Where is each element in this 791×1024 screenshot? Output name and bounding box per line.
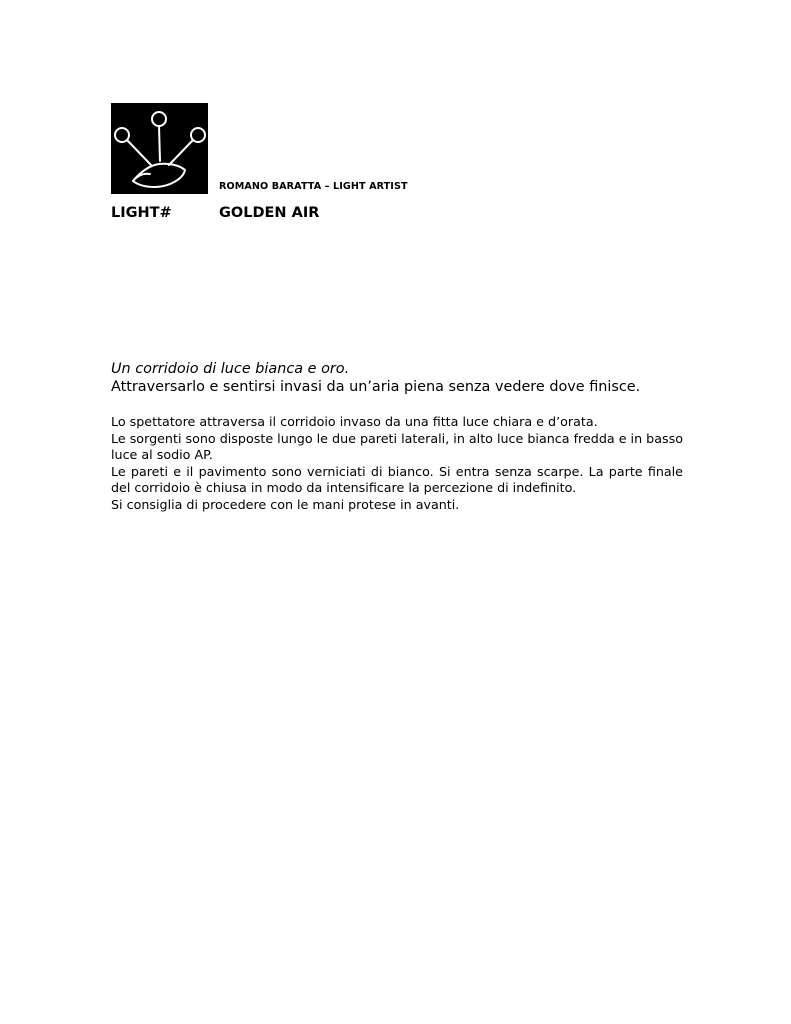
title-name: GOLDEN AIR <box>219 205 320 221</box>
lamp-logo-icon <box>111 103 208 194</box>
lead-text <box>111 360 711 396</box>
title-label: LIGHT# <box>111 205 172 221</box>
description-paragraph: Lo spettatore attraversa il corridoio invaso da una fitta luce chiara e d’orata. <box>111 414 598 429</box>
description <box>111 414 683 513</box>
lead-italic-line: Un corridoio di luce bianca e oro. <box>111 361 350 377</box>
author-heading: ROMANO BARATTA – LIGHT ARTIST <box>219 181 408 192</box>
work-title <box>111 205 319 221</box>
description-paragraph: Si consiglia di procedere con le mani protese in avanti. <box>111 496 460 512</box>
description-paragraph: Le sorgenti sono disposte lungo le due pareti laterali, in alto luce bianca fredda e in basso luce al sodio AP. <box>111 430 683 462</box>
lead-second-line: Attraversarlo e sentirsi invasi da un’aria piena senza vedere dove finisce. <box>111 379 641 395</box>
description-paragraph: Le pareti e il pavimento sono verniciati di bianco. Si entra senza scarpe. La parte finale del corridoio è chiusa in modo da intensificare la percezione di indefinito. <box>111 463 683 495</box>
